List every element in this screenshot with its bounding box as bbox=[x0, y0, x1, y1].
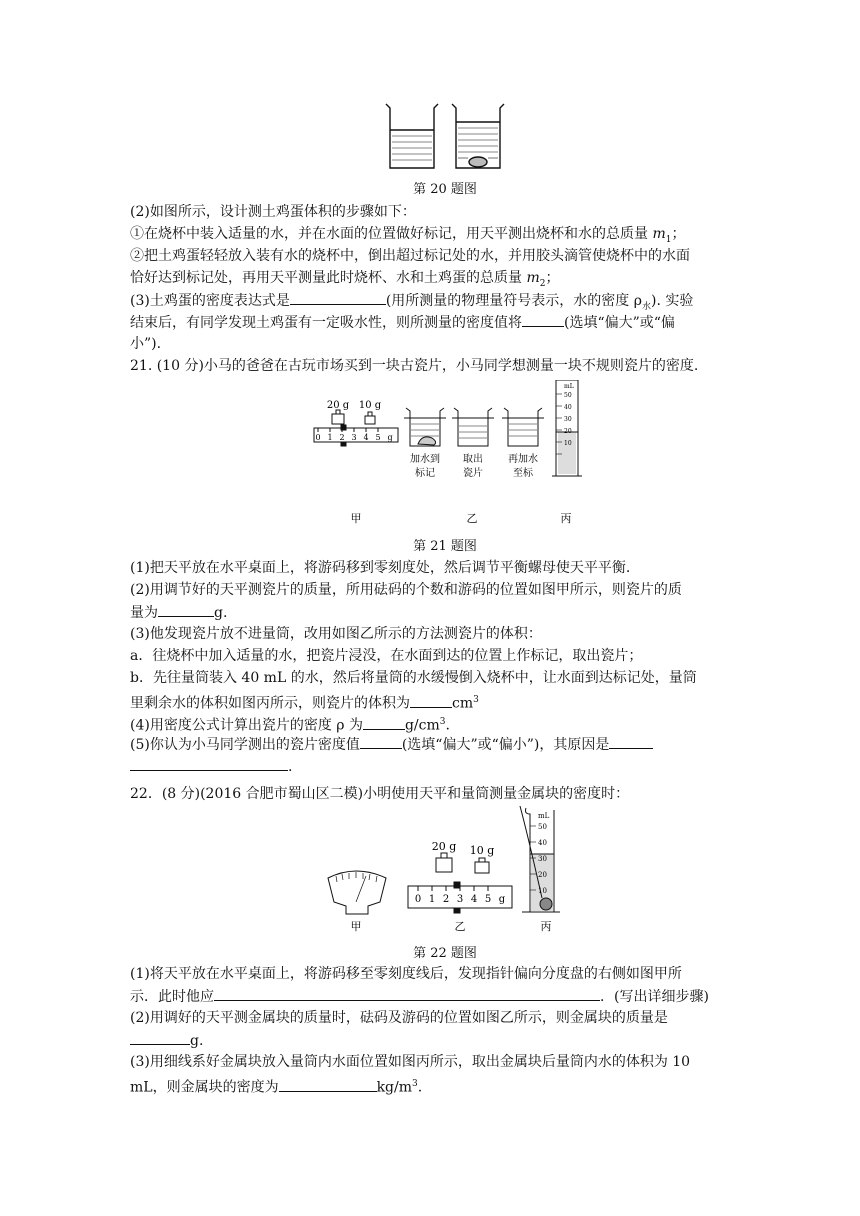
q21-line1: 21. (10 分)小马的爸爸在古玩市场买到一块古瓷片，小马同学想测量一块不规则瓷片的密度. bbox=[130, 358, 699, 374]
balance-dial bbox=[328, 871, 386, 914]
figure-22 bbox=[320, 806, 580, 936]
egg bbox=[469, 157, 487, 167]
q20-line3: ②把土鸡蛋轻轻放入装有水的烧杯中，倒出超过标记处的水，并用胶头滴管使烧杯中的水面 bbox=[130, 248, 690, 264]
answer-blank-reason-1[interactable] bbox=[609, 734, 653, 749]
scale-tick-4: 4 bbox=[363, 433, 369, 442]
scale-tick-2: 2 bbox=[442, 894, 450, 905]
answer-blank-steps[interactable] bbox=[214, 986, 600, 1001]
weight-10g-label: 10 g bbox=[358, 400, 382, 411]
weight-20g-label: 20 g bbox=[326, 400, 350, 411]
scale-tick-5: 5 bbox=[375, 433, 381, 442]
cylinder-tick-30: 30 bbox=[538, 855, 547, 863]
scale-unit: g bbox=[387, 433, 393, 442]
answer-blank-density[interactable] bbox=[363, 715, 405, 730]
answer-blank-volume[interactable] bbox=[410, 693, 452, 708]
label-jia: 甲 bbox=[350, 512, 362, 525]
q21-line7: b．先往量筒装入 40 mL 的水，然后将量筒的水缓慢倒入烧杯中，让水面到达标记处，量筒 bbox=[130, 670, 697, 686]
q21-line3: (2)用调节好的天平测瓷片的质量，所用砝码的个数和游码的位置如图甲所示，则瓷片的质 bbox=[130, 582, 682, 598]
q22-line1: 22．(8 分)(2016 合肥市蜀山区二模)小明使用天平和量筒测量金属块的密度时： bbox=[130, 786, 630, 802]
cylinder-tick-20: 20 bbox=[564, 428, 572, 435]
cylinder-tick-50: 50 bbox=[564, 392, 572, 399]
q22-line2: (1)将天平放在水平桌面上，将游码移至零刻度线后，发现指针偏向分度盘的右侧如图甲所 bbox=[130, 966, 682, 982]
answer-blank-metal-density[interactable] bbox=[279, 1077, 377, 1092]
cylinder-unit: mL bbox=[538, 812, 550, 820]
scale-tick-1: 1 bbox=[428, 894, 436, 905]
cylinder-tick-40: 40 bbox=[564, 404, 572, 411]
scale-tick-0: 0 bbox=[414, 894, 422, 905]
q20-line6: 结束后，有同学发现土鸡蛋有一定吸水性，则所测量的密度值将 (选填“偏大”或“偏 bbox=[130, 312, 675, 333]
beaker3-label-2: 至标 bbox=[513, 468, 533, 479]
q21-line4: 量为 g. bbox=[130, 602, 227, 623]
cylinder-tick-20: 20 bbox=[538, 871, 547, 879]
answer-blank-reason-2[interactable] bbox=[130, 756, 288, 771]
label-bing: 丙 bbox=[560, 512, 572, 525]
q20-line7: 小”). bbox=[130, 336, 162, 352]
figure-22-caption: 第 22 题图 bbox=[413, 946, 477, 961]
rider bbox=[454, 882, 460, 888]
label-yi: 乙 bbox=[466, 512, 478, 525]
cylinder-tick-10: 10 bbox=[538, 887, 547, 895]
beaker-left bbox=[386, 104, 438, 168]
beaker3-label-1: 再加水 bbox=[508, 454, 538, 465]
scale-tick-5: 5 bbox=[484, 894, 492, 905]
label-jia: 甲 bbox=[350, 920, 362, 933]
q21-line9: (4)用密度公式计算出瓷片的密度 ρ 为 $g/cm^3$. bbox=[130, 712, 450, 736]
figure-20-caption: 第 20 题图 bbox=[413, 182, 477, 197]
answer-blank-bias[interactable] bbox=[360, 734, 402, 749]
answer-blank-density-expression[interactable] bbox=[290, 290, 386, 305]
scale-tick-4: 4 bbox=[470, 894, 478, 905]
q22-line4: (2)用调好的天平测金属块的质量时，砝码及游码的位置如图乙所示，则金属块的质量是 bbox=[130, 1010, 668, 1026]
answer-blank-mass[interactable] bbox=[158, 602, 214, 617]
answer-blank-metal-mass[interactable] bbox=[130, 1030, 190, 1045]
beaker1-label-2: 标记 bbox=[415, 468, 435, 479]
beaker2-label-1: 取出 bbox=[463, 454, 483, 465]
label-yi: 乙 bbox=[454, 920, 466, 933]
q21-line10: (5)你认为小马同学测出的瓷片密度值 (选填“偏大”或“偏小”)，其原因是 bbox=[130, 734, 653, 755]
q21-line6: a．往烧杯中加入适量的水，把瓷片浸没，在水面到达的位置上作标记，取出瓷片； bbox=[130, 648, 643, 664]
beaker-remove-shard bbox=[452, 408, 494, 446]
beaker-right-with-egg bbox=[452, 104, 504, 168]
q22-line3: 示．此时他应 ．(写出详细步骤) bbox=[130, 986, 709, 1007]
answer-blank-measurement-bias[interactable] bbox=[522, 312, 564, 327]
scale-tick-1: 1 bbox=[327, 433, 333, 442]
q20-line2: ①在烧杯中装入适量的水，并在水面的位置做好标记，用天平测出烧杯和水的总质量 $m_1$； bbox=[130, 226, 686, 245]
beaker-refill bbox=[502, 408, 544, 446]
metal-block bbox=[540, 898, 552, 910]
q22-line5: g. bbox=[130, 1030, 203, 1051]
q20-line4: 恰好达到标记处，再用天平测量此时烧杯、水和土鸡蛋的总质量 $m_2$； bbox=[130, 270, 560, 289]
scale-unit: g bbox=[498, 894, 506, 905]
scale-tick-0: 0 bbox=[315, 433, 321, 442]
label-bing: 丙 bbox=[540, 920, 552, 933]
weight-10g bbox=[365, 412, 375, 424]
weight-20g bbox=[436, 853, 452, 872]
beaker1-label-1: 加水到 bbox=[410, 454, 440, 465]
weight-20g bbox=[332, 410, 344, 424]
figure-21-caption: 第 21 题图 bbox=[413, 539, 477, 554]
cylinder-tick-50: 50 bbox=[538, 823, 547, 831]
q22-line6: (3)用细线系好金属块放入量筒内水面位置如图丙所示，取出金属块后量筒内水的体积为 10 bbox=[130, 1054, 691, 1070]
scale-tick-3: 3 bbox=[351, 433, 357, 442]
q21-line11: . bbox=[130, 756, 292, 777]
q20-line1: (2)如图所示，设计测土鸡蛋体积的步骤如下： bbox=[130, 204, 416, 220]
rider bbox=[341, 425, 346, 430]
beaker2-label-2: 瓷片 bbox=[463, 468, 483, 479]
q21-line5: (3)他发现瓷片放不进量筒，改用如图乙所示的方法测瓷片的体积： bbox=[130, 626, 542, 642]
q22-line7: mL，则金属块的密度为 $kg/m^3$. bbox=[130, 1074, 422, 1098]
cylinder-tick-30: 30 bbox=[564, 416, 572, 423]
figure-21 bbox=[300, 380, 590, 528]
weight-10g bbox=[475, 858, 489, 873]
weight-20g-label: 20 g bbox=[431, 840, 457, 853]
scale-tick-3: 3 bbox=[456, 894, 464, 905]
cylinder-tick-40: 40 bbox=[538, 839, 547, 847]
figure-20 bbox=[380, 100, 510, 172]
cylinder-tick-10: 10 bbox=[564, 440, 572, 447]
weight-10g-label: 10 g bbox=[469, 844, 495, 857]
q21-line8: 里剩余水的体积如图丙所示，则瓷片的体积为 $cm^3$ bbox=[130, 690, 479, 714]
scale-tick-2: 2 bbox=[339, 433, 345, 442]
cylinder-unit: mL bbox=[564, 383, 574, 390]
q20-line5: (3)土鸡蛋的密度表达式是 (用所测量的物理量符号表示，水的密度 $\rho_水$). 实验 bbox=[130, 290, 693, 317]
q21-line2: (1)把天平放在水平桌面上，将游码移到零刻度处，然后调节平衡螺母使天平平衡. bbox=[130, 560, 631, 576]
beaker-add-water bbox=[404, 408, 446, 446]
